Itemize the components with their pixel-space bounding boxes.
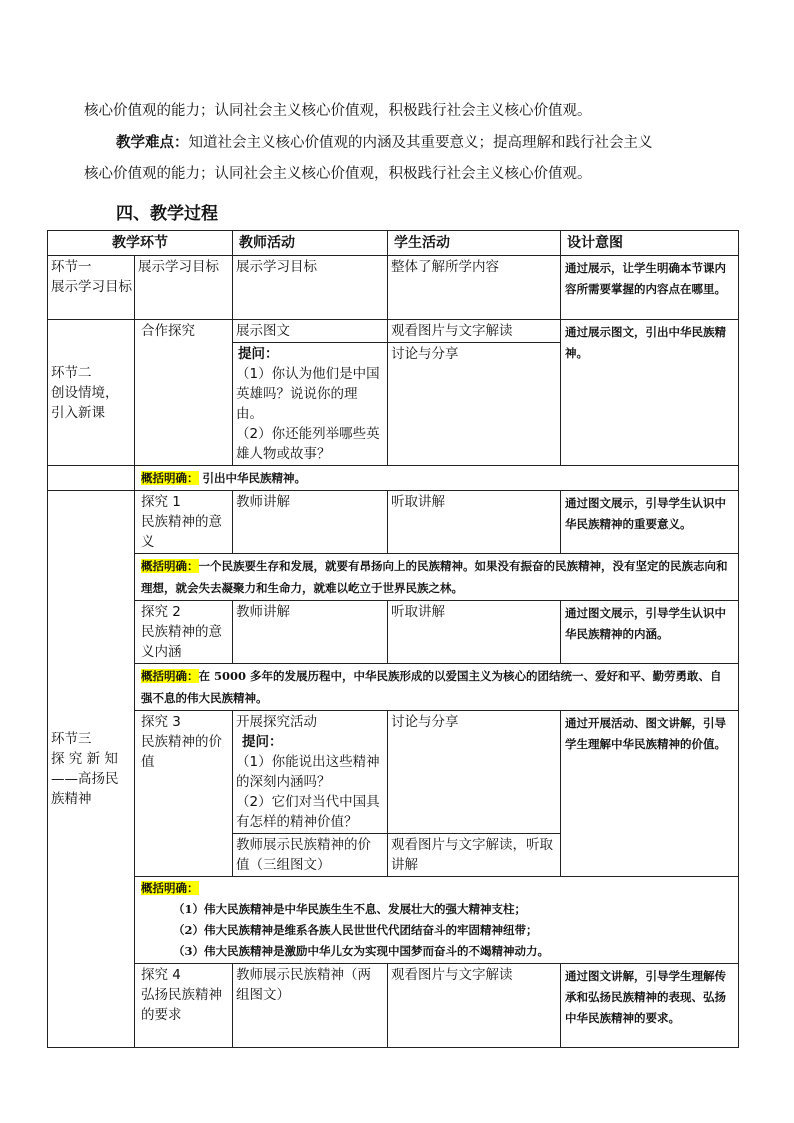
table-row	[48, 877, 739, 964]
table-row	[48, 466, 739, 491]
table-row	[48, 554, 739, 601]
explore2-teacher: 教师讲解	[233, 601, 388, 664]
summary-item-1: （1）伟大民族精神是中华民族生生不息、发展壮大的强大精神支柱；	[173, 902, 526, 916]
intro-line-3: 核心价值观的能力；认同社会主义核心价值观，积极践行社会主义核心价值观。	[84, 166, 592, 182]
explore2-summary	[135, 664, 739, 711]
explore3-activity-title: 开展探究活动	[236, 714, 317, 730]
explore2-sub: 探究 2 民族精神的意义内涵	[135, 601, 233, 664]
explore4-sub: 探究 4 弘扬民族精神的要求	[135, 964, 233, 1048]
intro-line-1: 核心价值观的能力；认同社会主义核心价值观，积极践行社会主义核心价值观。	[84, 103, 592, 119]
stage2-name: 环节二 创设情境， 引入新课	[48, 320, 135, 466]
explore4-design: 通过图文讲解，引导学生理解传承和弘扬民族精神的表现、弘扬中华民族精神的要求。	[561, 964, 739, 1048]
intro-line-2	[116, 133, 653, 153]
header-student: 学生活动	[388, 231, 561, 256]
explore4-student: 观看图片与文字解读	[388, 964, 561, 1048]
explore1-student: 听取讲解	[388, 491, 561, 554]
summary-label: 概括明确：	[141, 559, 199, 573]
stage2-question-1: （1）你认为他们是中国英雄吗？说说你的理由。	[236, 366, 380, 422]
table-row	[48, 601, 739, 664]
stage2-student1: 观看图片与文字解读	[388, 320, 561, 343]
stage1-design: 通过展示，让学生明确本节课内容所需要掌握的内容点在哪里。	[561, 256, 739, 320]
explore3-question-2: （2）它们对当代中国具有怎样的精神价值？	[236, 794, 380, 830]
stage3-name: 环节三 探 究 新 知 ——高扬民族精神	[48, 491, 135, 1048]
difficulty-text: 知道社会主义核心价值观的内涵及其重要意义；提高理解和践行社会主义	[188, 135, 653, 151]
explore3-design: 通过开展活动、图文讲解，引导学生理解中华民族精神的价值。	[561, 711, 739, 877]
stage2-ask-label: 提问：	[238, 346, 279, 362]
summary-label: 概括明确：	[141, 881, 199, 895]
table-row	[48, 491, 739, 554]
explore3-question-1: （1）你能说出这些精神的深刻内涵吗？	[236, 754, 380, 790]
explore1-summary	[135, 554, 739, 601]
explore3-summary	[135, 877, 739, 964]
explore1-sub: 探究 1 民族精神的意义	[135, 491, 233, 554]
header-teacher: 教师活动	[233, 231, 388, 256]
stage2-sub: 合作探究	[135, 320, 233, 466]
stage1-sub: 展示学习目标	[135, 256, 233, 320]
stage2-summary-spacer	[48, 466, 135, 491]
explore3-teacher2: 教师展示民族精神的价值（三组图文）	[233, 834, 388, 877]
explore3-sub: 探究 3 民族精神的价值	[135, 711, 233, 877]
table-header-row	[48, 231, 739, 256]
difficulty-label: 教学难点：	[116, 135, 189, 151]
stage2-student2: 讨论与分享	[388, 343, 561, 466]
explore3-student1: 讨论与分享	[388, 711, 561, 834]
stage1-student: 整体了解所学内容	[388, 256, 561, 320]
explore3-teacher1	[233, 711, 388, 834]
summary-item-3: （3）伟大民族精神是激励中华儿女为实现中国梦而奋斗的不竭精神动力。	[173, 944, 549, 958]
explore2-student: 听取讲解	[388, 601, 561, 664]
summary-text: 引出中华民族精神。	[202, 471, 307, 485]
explore3-ask-label: 提问：	[242, 734, 283, 750]
table-row	[48, 664, 739, 711]
summary-item-2: （2）伟大民族精神是维系各族人民世世代代团结奋斗的牢固精神纽带；	[173, 923, 538, 937]
table-row	[48, 256, 739, 320]
header-stage: 教学环节	[48, 231, 233, 256]
header-design: 设计意图	[561, 231, 739, 256]
stage2-summary	[135, 466, 739, 491]
summary-label: 概括明确：	[141, 471, 199, 485]
stage2-question-2: （2）你还能列举哪些英雄人物或故事？	[236, 426, 380, 462]
teaching-process-table	[47, 230, 739, 1048]
table-row	[48, 320, 739, 343]
section-heading: 四、教学过程	[116, 204, 218, 224]
table-row	[48, 964, 739, 1048]
stage1-teacher: 展示学习目标	[233, 256, 388, 320]
summary-text: 在 5000 多年的发展历程中，中华民族形成的以爱国主义为核心的团结统一、爱好和平、勤劳勇敢、自强不息的伟大民族精神。	[141, 669, 722, 705]
stage2-teacher1: 展示图文	[233, 320, 388, 343]
explore3-student2: 观看图片与文字解读，听取讲解	[388, 834, 561, 877]
summary-label: 概括明确：	[141, 669, 199, 683]
summary-text: 一个民族要生存和发展，就要有昂扬向上的民族精神。如果没有振奋的民族精神，没有坚定的民族志向和理想，就会失去凝聚力和生命力，就难以屹立于世界民族之林。	[141, 559, 728, 595]
explore1-design: 通过图文展示，引导学生认识中华民族精神的重要意义。	[561, 491, 739, 554]
explore4-teacher: 教师展示民族精神（两组图文）	[233, 964, 388, 1048]
stage1-name: 环节一 展示学习目标	[48, 256, 135, 320]
table-row	[48, 711, 739, 834]
stage2-teacher2	[233, 343, 388, 466]
explore2-design: 通过图文展示，引导学生认识中华民族精神的内涵。	[561, 601, 739, 664]
explore1-teacher: 教师讲解	[233, 491, 388, 554]
stage2-design: 通过展示图文，引出中华民族精神。	[561, 320, 739, 466]
